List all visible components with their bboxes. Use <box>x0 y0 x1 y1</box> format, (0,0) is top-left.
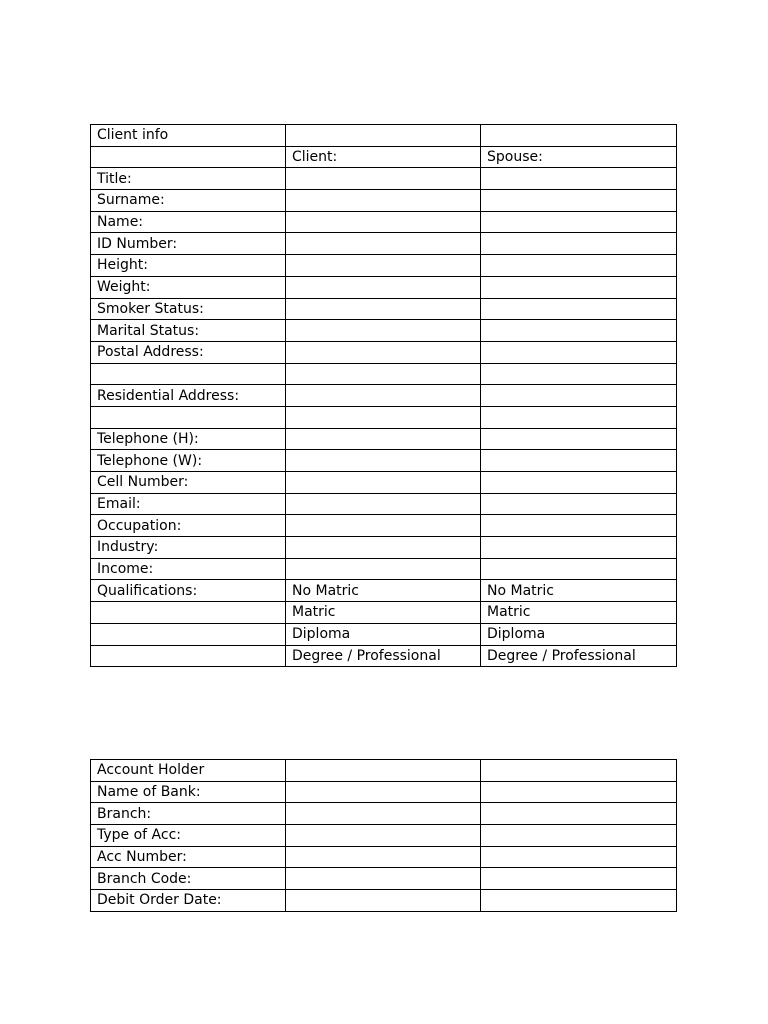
field-label-cell: Client info <box>91 125 286 147</box>
field-label-cell <box>91 406 286 428</box>
table-row <box>91 276 677 298</box>
field-client-cell[interactable] <box>286 515 481 537</box>
table-row <box>91 645 677 667</box>
table-row <box>91 428 677 450</box>
field-label-cell: Telephone (H): <box>91 428 286 450</box>
field-label-cell: Qualifications: <box>91 580 286 602</box>
field-spouse-cell[interactable] <box>481 320 677 342</box>
field-client-cell[interactable] <box>286 341 481 363</box>
table-row <box>91 450 677 472</box>
field-client-cell: Degree / Professional <box>286 645 481 667</box>
field-spouse-cell[interactable] <box>481 558 677 580</box>
table-row <box>91 341 677 363</box>
field-client-cell: Diploma <box>286 623 481 645</box>
field-spouse-cell[interactable] <box>481 363 677 385</box>
table-row <box>91 537 677 559</box>
table-row <box>91 781 677 803</box>
field-client-cell[interactable] <box>286 846 481 868</box>
field-client-cell[interactable] <box>286 255 481 277</box>
field-label-cell: Telephone (W): <box>91 450 286 472</box>
field-label-cell: Acc Number: <box>91 846 286 868</box>
field-client-cell[interactable] <box>286 276 481 298</box>
table-row <box>91 890 677 912</box>
field-label-cell: Type of Acc: <box>91 825 286 847</box>
field-spouse-cell[interactable] <box>481 825 677 847</box>
field-client-cell: Matric <box>286 602 481 624</box>
field-client-cell[interactable] <box>286 781 481 803</box>
field-client-cell[interactable] <box>286 472 481 494</box>
field-label-cell: ID Number: <box>91 233 286 255</box>
field-spouse-cell[interactable] <box>481 890 677 912</box>
field-label-cell: Account Holder <box>91 760 286 782</box>
field-label-cell <box>91 602 286 624</box>
field-client-cell[interactable] <box>286 363 481 385</box>
field-client-cell[interactable] <box>286 298 481 320</box>
table-row <box>91 580 677 602</box>
field-client-cell[interactable] <box>286 493 481 515</box>
field-client-cell[interactable] <box>286 825 481 847</box>
field-label-cell: Debit Order Date: <box>91 890 286 912</box>
field-spouse-cell[interactable] <box>481 298 677 320</box>
field-spouse-cell[interactable] <box>481 760 677 782</box>
field-client-cell[interactable] <box>286 868 481 890</box>
field-spouse-cell[interactable] <box>481 276 677 298</box>
field-label-cell <box>91 645 286 667</box>
field-client-cell[interactable] <box>286 385 481 407</box>
table-row <box>91 623 677 645</box>
field-spouse-cell[interactable] <box>481 868 677 890</box>
field-client-cell[interactable] <box>286 125 481 147</box>
field-label-cell: Branch: <box>91 803 286 825</box>
field-spouse-cell: Degree / Professional <box>481 645 677 667</box>
field-spouse-cell[interactable] <box>481 125 677 147</box>
field-client-cell[interactable] <box>286 760 481 782</box>
bank-details-table-body <box>91 760 677 912</box>
field-label-cell: Occupation: <box>91 515 286 537</box>
table-row <box>91 472 677 494</box>
field-spouse-cell[interactable] <box>481 781 677 803</box>
field-spouse-cell: Matric <box>481 602 677 624</box>
field-client-cell[interactable] <box>286 558 481 580</box>
field-label-cell: Surname: <box>91 190 286 212</box>
field-spouse-cell[interactable] <box>481 233 677 255</box>
field-spouse-cell: Diploma <box>481 623 677 645</box>
bank-details-table <box>90 759 677 912</box>
field-spouse-cell[interactable] <box>481 515 677 537</box>
table-row <box>91 558 677 580</box>
table-row <box>91 146 677 168</box>
table-row <box>91 760 677 782</box>
field-label-cell: Title: <box>91 168 286 190</box>
field-spouse-cell[interactable] <box>481 406 677 428</box>
field-spouse-cell: Spouse: <box>481 146 677 168</box>
field-client-cell[interactable] <box>286 320 481 342</box>
field-label-cell: Income: <box>91 558 286 580</box>
field-label-cell: Marital Status: <box>91 320 286 342</box>
table-row <box>91 320 677 342</box>
table-row <box>91 233 677 255</box>
table-row <box>91 255 677 277</box>
field-label-cell: Branch Code: <box>91 868 286 890</box>
field-spouse-cell[interactable] <box>481 255 677 277</box>
field-label-cell: Smoker Status: <box>91 298 286 320</box>
table-row <box>91 298 677 320</box>
field-spouse-cell[interactable] <box>481 803 677 825</box>
field-client-cell[interactable] <box>286 190 481 212</box>
field-spouse-cell[interactable] <box>481 450 677 472</box>
table-row <box>91 125 677 147</box>
field-label-cell <box>91 146 286 168</box>
field-spouse-cell: No Matric <box>481 580 677 602</box>
field-label-cell: Industry: <box>91 537 286 559</box>
field-client-cell[interactable] <box>286 211 481 233</box>
table-row <box>91 846 677 868</box>
field-client-cell[interactable] <box>286 233 481 255</box>
client-info-table <box>90 124 677 667</box>
field-client-cell[interactable] <box>286 803 481 825</box>
table-row <box>91 363 677 385</box>
table-row <box>91 868 677 890</box>
field-label-cell <box>91 363 286 385</box>
field-spouse-cell[interactable] <box>481 341 677 363</box>
field-label-cell: Name: <box>91 211 286 233</box>
field-client-cell: No Matric <box>286 580 481 602</box>
client-info-table-body <box>91 125 677 667</box>
table-row <box>91 385 677 407</box>
field-label-cell: Residential Address: <box>91 385 286 407</box>
field-spouse-cell[interactable] <box>481 385 677 407</box>
field-client-cell[interactable] <box>286 428 481 450</box>
field-label-cell: Email: <box>91 493 286 515</box>
table-row <box>91 493 677 515</box>
field-label-cell: Height: <box>91 255 286 277</box>
field-client-cell[interactable] <box>286 168 481 190</box>
field-client-cell[interactable] <box>286 890 481 912</box>
field-spouse-cell[interactable] <box>481 493 677 515</box>
field-client-cell[interactable] <box>286 406 481 428</box>
table-row <box>91 168 677 190</box>
field-label-cell <box>91 623 286 645</box>
field-spouse-cell[interactable] <box>481 190 677 212</box>
field-spouse-cell[interactable] <box>481 211 677 233</box>
field-client-cell: Client: <box>286 146 481 168</box>
field-label-cell: Weight: <box>91 276 286 298</box>
table-row <box>91 211 677 233</box>
field-label-cell: Name of Bank: <box>91 781 286 803</box>
field-client-cell[interactable] <box>286 450 481 472</box>
field-spouse-cell[interactable] <box>481 168 677 190</box>
field-label-cell: Cell Number: <box>91 472 286 494</box>
table-row <box>91 602 677 624</box>
field-label-cell: Postal Address: <box>91 341 286 363</box>
table-row <box>91 190 677 212</box>
field-spouse-cell[interactable] <box>481 846 677 868</box>
table-row <box>91 803 677 825</box>
field-spouse-cell[interactable] <box>481 537 677 559</box>
field-client-cell[interactable] <box>286 537 481 559</box>
field-spouse-cell[interactable] <box>481 428 677 450</box>
table-row <box>91 406 677 428</box>
table-row <box>91 825 677 847</box>
table-row <box>91 515 677 537</box>
field-spouse-cell[interactable] <box>481 472 677 494</box>
